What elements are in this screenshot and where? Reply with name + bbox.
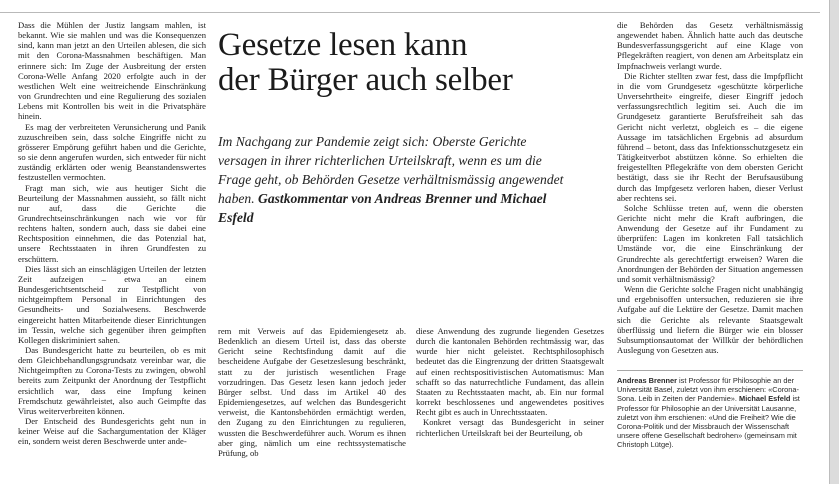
article-headline [218, 28, 598, 98]
author-description: ist Professor für Philosophie an der Universität Lausanne, zuletzt von ihm erschienen: «Und die Freiheit? Wie die Corona-Politik und der Missbrauch der Wissenschaft unsere offene Gesellschaft bedrohen» (gemeinsam mit Christoph Lütge). [617, 394, 800, 450]
paragraph: Das Bundesgericht hatte zu beurteilen, ob es mit dem Gleichbehandlungsgrundsatz vereinbar war, die Nichtgeimpften zu Corona-Tests zu zwingen, obwohl bereits zum Zeitpunkt der Anordnung der Testpflicht ersichtlich war, dass eine Impfung keinen Fremdschutz gewährleistet, also auch Geimpfte das Virus weiterverbreiten können. [18, 345, 206, 416]
paragraph: Es mag der verbreiteten Verunsicherung und Panik zuzuschreiben sein, dass solche Eingriffe nicht zu grösserer Empörung geführt haben und die Gerichte, so sie denn angerufen wurden, sich entweder für nicht zuständig erklärten oder wenig Beanstandenswertes festzustellen vermochten. [18, 121, 206, 183]
column-left [18, 20, 206, 447]
author-name: Andreas Brenner [617, 376, 677, 385]
right-edge-strip [829, 0, 839, 484]
paragraph: Fragt man sich, wie aus heutiger Sicht die Beurteilung der Massnahmen aussieht, so fällt nicht nur auf, dass die Gerichte die Grundrechtseinschränkungen nach wie vor für rechtens halten, sondern auch, dass sie dabei eine Rechtsposition einnehmen, die das Potenzial hat, unsere Rechtsstaaten in ihren Grundfesten zu erschüttern. [18, 182, 206, 264]
headline-line: Gesetze lesen kann [218, 27, 468, 63]
page-top-rule [0, 12, 820, 13]
headline-line: der Bürger auch selber [218, 62, 513, 98]
author-description: ist Professor für Philosophie an der Universität Basel, zuletzt von ihm erschienen: «Corona-Sona. Leib in Zeiten der Pandemie». [617, 376, 799, 404]
column-middle-1 [218, 326, 406, 458]
author-name: Michael Esfeld [739, 394, 791, 404]
author-box-rule [617, 370, 803, 371]
lead-byline: Gastkommentar von Andreas Brenner und Michael Esfeld [218, 191, 547, 225]
paragraph: Dies lässt sich an einschlägigen Urteilen der letzten Zeit aufzeigen – etwa an einem Bundesgerichtsentscheid zur Testpflicht von nichtgeimpftem Personal in Einrichtungen des Gesundheits- und Sozialwesens. Beschwerde eingereicht hatten Mitarbeitende dieser Einrichtungen im Tessin, welche sich gegenüber ihren geimpften Kollegen diskriminiert sahen. [18, 263, 206, 345]
paragraph: diese Anwendung des zugrunde liegenden Gesetzes durch die kantonalen Behörden rechtmässig war, das wurde hier nicht geleistet. Rechtsphilosophisch bedeutet das die Eingrenzung der dritten Staatsgewalt auf einen rechtspositivistischen Automatismus: Man schafft so das naturrechtliche Fundament, das allein Staaten zu Rechtsstaaten macht, ab. Ein nur formal korrekt beschlossenes und angewendetes positives Recht gibt es auch in Unrechtsstaaten. [416, 326, 604, 418]
paragraph: Dass die Mühlen der Justiz langsam mahlen, ist bekannt. Wie sie mahlen und was die Konsequenzen sind, kann man jetzt an den Urteilen ablesen, die sich mit den Corona-Massnahmen beschäftigen. Man erinnere sich: Im Zuge der Ausbreitung der ersten Corona-Welle Anfang 2020 erfolgte auch in der westlichen Welt eine weitreichende Einschränkung von Grundrechten und eine Regulierung des sozialen Lebens mit Kontrollen bis weit in die Privatsphäre hinein. [18, 20, 206, 122]
paragraph: die Behörden das Gesetz verhältnismässig angewendet haben. Ähnlich hatte auch das deutsche Bundesverfassungsgericht auf eine Klage von Pflegekräften reagiert, von denen am Arbeitsplatz ein Impfnachweis verlangt wurde. [617, 20, 803, 71]
author-bio [617, 376, 803, 450]
lead-text: Im Nachgang zur Pandemie zeigt sich: Oberste Gerichte versagen in ihrer richterlichen Urteilskraft, wenn es um die Frage geht, ob Behörden Gesetze verhältnismässig angewendet haben. [218, 134, 564, 206]
column-middle-2 [416, 326, 604, 438]
article-lead [218, 132, 568, 227]
paragraph: Konkret versagt das Bundesgericht in seiner richterlichen Urteilskraft bei der Beurteilung, ob [416, 417, 604, 438]
column-right [617, 20, 803, 355]
paragraph: rem mit Verweis auf das Epidemiengesetz ab. Bedenklich an diesem Urteil ist, dass das oberste Gericht seine Rechtsfindung damit auf die bescheidene Aufgabe der Gesetzeslesung beschränkt, statt zu der juristisch wesentlichen Frage vorzudringen. Das Gesetz lesen kann jedoch jeder Bürger selbst. Und dass im Artikel 40 des Epidemiengesetzes, auf welchen das Bundesgericht verweist, die Kantonsbehörden ermächtigt werden, den Zugang zu den Einrichtungen zu regulieren, wussten die Beschwerdeführer auch. Worum es ihnen aber ging, nämlich um eine rechtssystematische Prüfung, ob [218, 326, 406, 458]
paragraph: Die Richter stellten zwar fest, dass die Impfpflicht in die vom Grundgesetz «geschützte körperliche Unversehrtheit» eingreife, dieser Eingriff jedoch verfassungsrechtlich legitim sei. Auch die im Grundgesetz garantierte Berufsfreiheit sah das Gericht nicht verletzt, obgleich es – die eigene Aussage im tatsächlichen Ergebnis ad absurdum führend – betont, dass das Infektionsschutzgesetz ein Tätigkeitverbot abstützen könne. So erhielten die freigestellten Pflegekräfte von dem obersten Gericht bestätigt, dass sie ihr Recht der Berufsausübung durch das Impfgesetz verloren haben, dieser Verlust aber rechtens sei. [617, 70, 803, 203]
paragraph: Solche Schlüsse treten auf, wenn die obersten Gerichte nicht mehr die Kraft aufbringen, die Anwendung der Gesetze auf ihr Fundament zu überprüfen: Lagen im konkreten Fall tatsächlich Umstände vor, die eine Einschränkung der Grundrechte als gerechtfertigt erweisen? Waren die Anordnungen der Behörden der Situation angemessen und somit verhältnismässig? [617, 202, 803, 284]
paragraph: Der Entscheid des Bundesgerichts geht nun in keiner Weise auf die Sachargumentation der Kläger ein, sondern weist deren Beschwerde unter ande- [18, 416, 206, 447]
paragraph: Wenn die Gerichte solche Fragen nicht unabhängig und ergebnisoffen untersuchen, reduzieren sie ihre Aufgabe auf die Lektüre der Gesetze. Damit machen sich die Gerichte als relevante Staatsgewalt überflüssig und liefern die Bürger wie ein blosser Subsumptionsautomat der Willkür der behördlichen Auslegung von Gesetzen aus. [617, 284, 803, 355]
